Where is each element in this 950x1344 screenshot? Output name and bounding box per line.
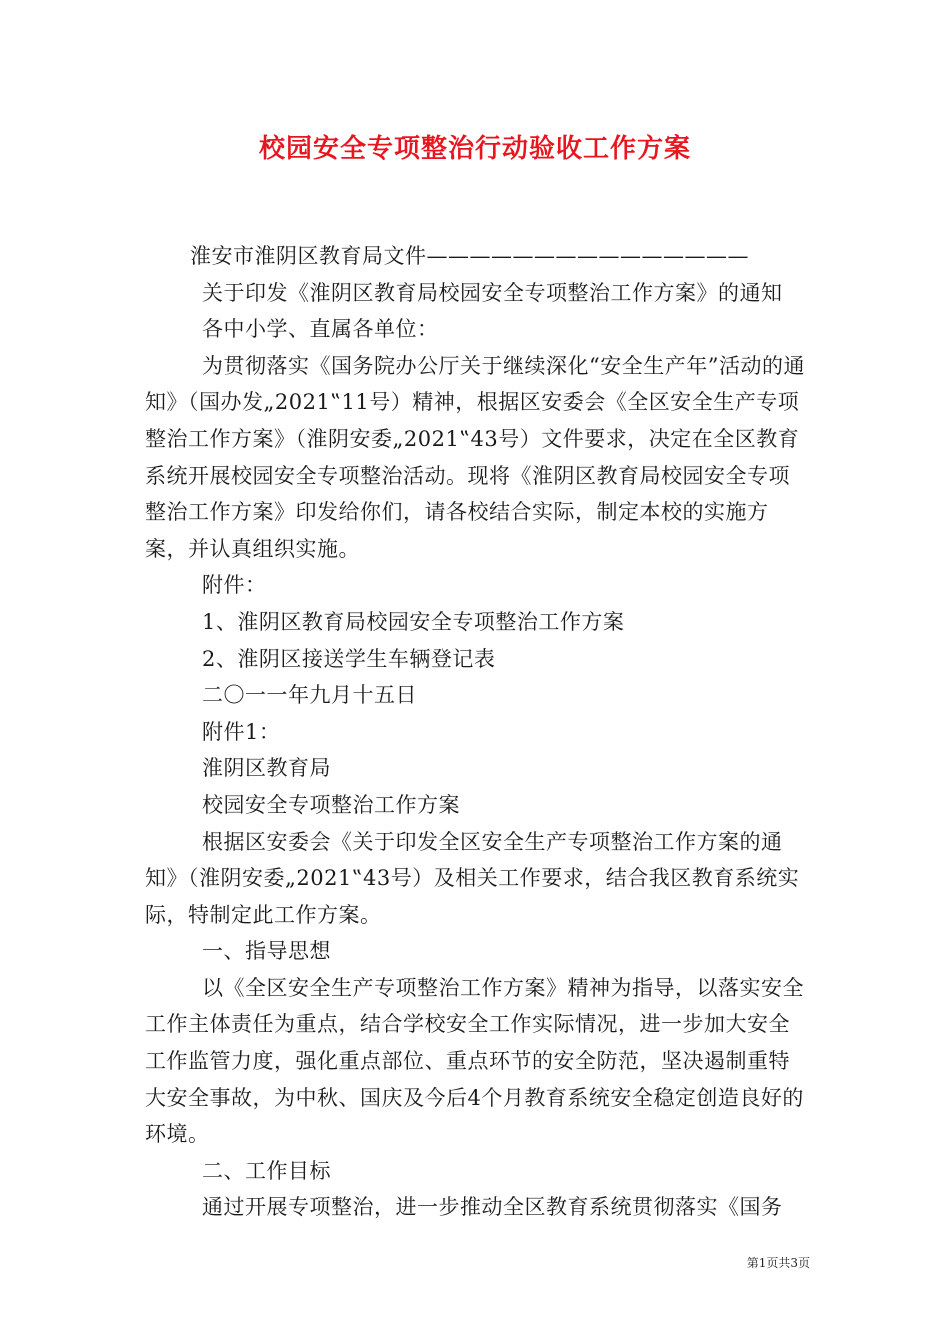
attachment-issuer: 淮阴区教育局 [202, 756, 331, 781]
section-heading: 二、工作目标 [202, 1158, 331, 1183]
issuer-line: 淮安市淮阴区教育局文件——————————————— [190, 244, 749, 268]
attachment-item: 2、淮阴区接送学生车辆登记表 [202, 646, 496, 671]
notice-title: 关于印发《淮阴区教育局校园安全专项整治工作方案》的通知 [202, 280, 783, 305]
attachment-label: 附件1： [202, 719, 281, 744]
document-title: 校园安全专项整治行动验收工作方案 [258, 134, 691, 164]
attachment-title: 校园安全专项整治工作方案 [202, 792, 460, 817]
body-paragraph: 以《全区安全生产专项整治工作方案》精神为指导，以落实安全工作主体责任为重点，结合学校安全工作实际情况，进一步加大安全工作监管力度，强化重点部位、重点环节的安全防范，坚决遏制重特大安全事故，为中秋、国庆及今后4个月教育系统安全稳定创造良好的环境。 [145, 975, 804, 1147]
attachment-item: 1、淮阴区教育局校园安全专项整治工作方案 [202, 609, 625, 634]
body-paragraph: 为贯彻落实《国务院办公厅关于继续深化“安全生产年”活动的通知》（国办发„2021‟11号）精神，根据区安委会《全区安全生产专项整治工作方案》（淮阴安委„2021‟43号）文件要求，决定在全区教育系统开展校园安全专项整治活动。现将《淮阴区教育局校园安全专项整治工作方案》印发给你们，请各校结合实际，制定本校的实施方案，并认真组织实施。 [145, 353, 805, 561]
document-body [145, 238, 810, 1226]
document-date: 二〇一一年九月十五日 [202, 683, 417, 708]
body-paragraph: 通过开展专项整治，进一步推动全区教育系统贯彻落实《国务 [202, 1195, 783, 1220]
page-number: 第1页共3页 [746, 1256, 810, 1270]
body-paragraph: 根据区安委会《关于印发全区安全生产专项整治工作方案的通知》（淮阴安委„2021‟43号）及相关工作要求，结合我区教育系统实际，特制定此工作方案。 [145, 829, 800, 927]
attachments-heading: 附件： [202, 573, 267, 598]
recipients: 各中小学、直属各单位： [202, 317, 439, 342]
section-heading: 一、指导思想 [202, 939, 331, 964]
